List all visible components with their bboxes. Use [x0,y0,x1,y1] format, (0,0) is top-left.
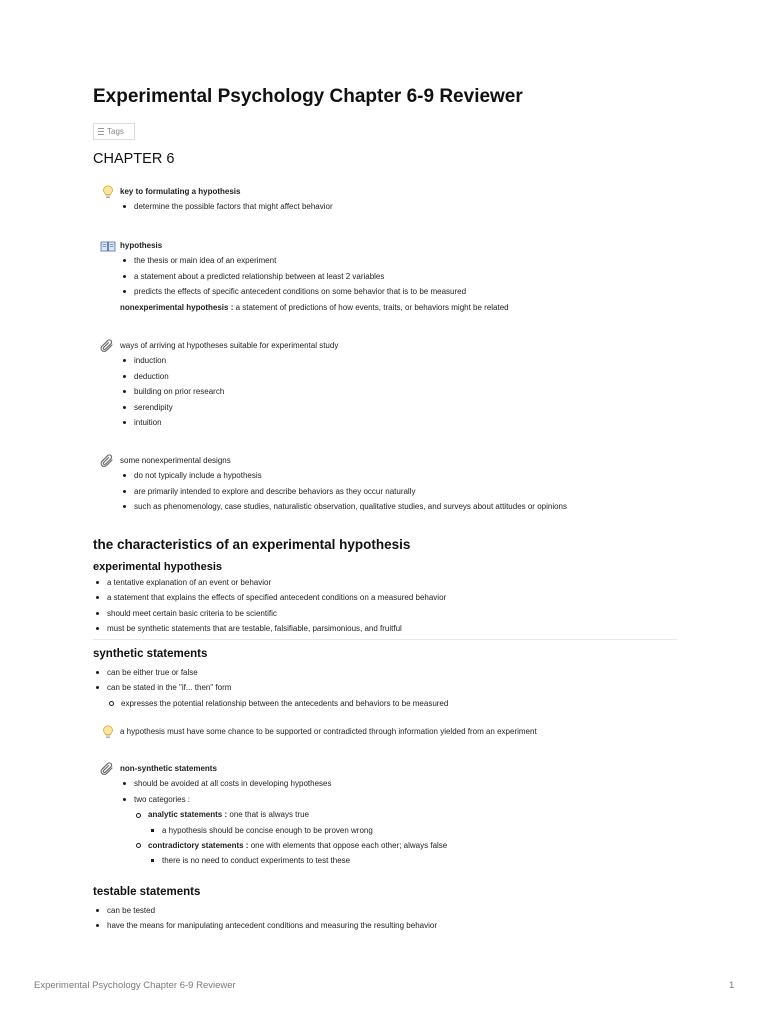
list-item: serendipity [120,400,680,415]
list-item: do not typically include a hypothesis [120,468,680,483]
list-item: a tentative explanation of an event or behavior [93,575,693,590]
book-icon [100,238,116,254]
testable-statements-list [93,903,693,934]
callout-title: hypothesis [120,241,163,250]
callout-title: non-synthetic statements [120,764,217,773]
definition: one that is always true [227,810,309,820]
callout-title: ways of arriving at hypotheses suitable for experimental study [120,341,339,350]
tags-property[interactable] [93,123,135,140]
chapter-heading: CHAPTER 6 [93,151,175,167]
note-definition: a statement of predictions of how events, traits, or behaviors might be related [233,302,509,312]
definition: one with elements that oppose each other; always false [248,840,448,850]
list-item [120,807,680,822]
list-item: predicts the effects of specific antecedent conditions on some behavior that is to be measured [120,284,680,299]
list-item: should meet certain basic criteria to be scientific [93,606,693,621]
lightbulb-icon [100,184,116,200]
list-item: the thesis or main idea of an experiment [120,253,680,268]
section-heading: the characteristics of an experimental hypothesis [93,537,411,552]
list-item: determine the possible factors that might affect behavior [120,199,680,214]
list-item: a hypothesis should be concise enough to be proven wrong [120,823,680,838]
callout-title: some nonexperimental designs [120,456,231,465]
divider [93,639,677,640]
term: contradictory statements : [148,840,249,850]
subheading-experimental-hypothesis: experimental hypothesis [93,561,222,573]
callout-note [120,300,680,315]
list-item: deduction [120,369,680,384]
page-number: 1 [729,980,735,991]
list-item: have the means for manipulating antecedent conditions and measuring the resulting behavior [93,918,693,933]
note-term: nonexperimental hypothesis : [120,302,234,312]
list-item: there is no need to conduct experiments to test these [120,853,680,868]
term: analytic statements : [148,810,228,820]
list-item: such as phenomenology, case studies, naturalistic observation, qualitative studies, and surveys about attitudes or opinions [120,499,680,514]
list-item: induction [120,353,680,368]
list-item: can be tested [93,903,693,918]
synthetic-statements-list [93,665,693,711]
subheading-synthetic-statements: synthetic statements [93,648,208,660]
callout-title: a hypothesis must have some chance to be supported or contradicted through information yielded from an experiment [120,727,537,736]
list-item: building on prior research [120,384,680,399]
paperclip-icon [100,453,116,469]
callout-title: key to formulating a hypothesis [120,187,241,196]
list-item: a statement about a predicted relationship between at least 2 variables [120,269,680,284]
tags-label: Tags [107,127,124,136]
lightbulb-icon [100,724,116,740]
list-item: intuition [120,415,680,430]
subheading-testable-statements: testable statements [93,886,201,898]
list-item: should be avoided at all costs in developing hypotheses [120,776,680,791]
list-item: must be synthetic statements that are testable, falsifiable, parsimonious, and fruitful [93,621,693,636]
footer-title: Experimental Psychology Chapter 6-9 Reviewer [34,980,236,991]
list-item: can be either true or false [93,665,693,680]
paperclip-icon [100,338,116,354]
paperclip-icon [100,761,116,777]
experimental-hypothesis-list [93,575,693,637]
page-title: Experimental Psychology Chapter 6-9 Reviewer [93,86,523,107]
list-item [120,838,680,853]
list-item: expresses the potential relationship between the antecedents and behaviors to be measured [93,696,693,711]
list-icon [98,128,104,135]
list-item: a statement that explains the effects of specified antecedent conditions on a measured behavior [93,590,693,605]
list-item: can be stated in the "if... then" form [93,680,693,695]
list-item: are primarily intended to explore and describe behaviors as they occur naturally [120,484,680,499]
list-item: two categories : [120,792,680,807]
